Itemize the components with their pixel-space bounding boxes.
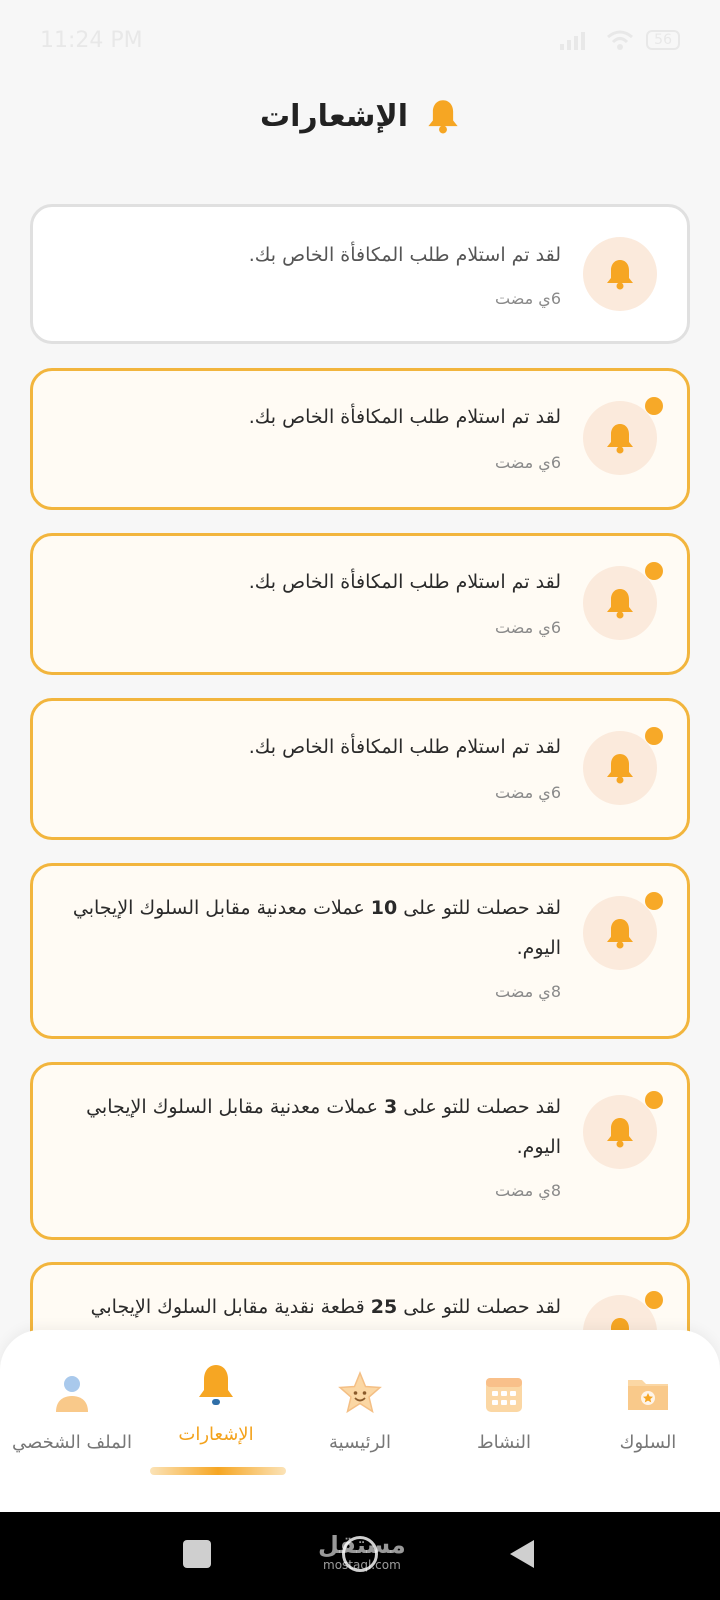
notification-icon [583, 401, 657, 475]
nav-label: الملف الشخصي [12, 1432, 132, 1453]
nav-label: النشاط [476, 1432, 532, 1453]
status-icons [560, 29, 680, 51]
status-bar [0, 0, 720, 80]
bell-icon [605, 1116, 635, 1148]
bottom-nav [0, 1330, 720, 1512]
notification-time: 6ي مضت [495, 783, 561, 802]
bell-icon [426, 98, 460, 134]
calendar-icon [480, 1370, 528, 1418]
unread-dot [645, 892, 663, 910]
coin-count: 25 [370, 1296, 398, 1318]
notification-text: لقد تم استلام طلب المكافأة الخاص بك. [248, 736, 561, 758]
notification-icon [583, 731, 657, 805]
nav-item-behavior[interactable] [576, 1370, 720, 1480]
notification-text-part: لقد حصلت للتو على [397, 897, 561, 919]
notification-card[interactable] [30, 533, 690, 675]
signal-icon [560, 30, 594, 50]
notification-time: 6ي مضت [495, 453, 561, 472]
bell-icon [192, 1362, 240, 1410]
coin-count: 3 [383, 1096, 398, 1118]
notification-icon [583, 566, 657, 640]
notification-text [57, 1287, 561, 1327]
page-title: الإشعارات [259, 98, 409, 134]
notification-card[interactable] [30, 1062, 690, 1240]
unread-dot [645, 397, 663, 415]
nav-item-profile[interactable] [0, 1370, 144, 1480]
notification-text-part: قطعة نقدية مقابل السلوك الإيجابي [90, 1296, 371, 1318]
profile-icon [48, 1370, 96, 1418]
notification-text-part: عملات معدنية مقابل السلوك الإيجابي اليوم. [72, 897, 561, 959]
notification-icon [583, 237, 657, 311]
notification-text [57, 1087, 561, 1167]
coin-count: 10 [370, 897, 398, 919]
watermark [318, 1532, 406, 1572]
notification-text-part: لقد حصلت للتو على [397, 1296, 561, 1318]
notification-time: 6ي مضت [495, 618, 561, 637]
notification-card[interactable] [30, 698, 690, 840]
unread-dot [645, 1291, 663, 1309]
nav-label: السلوك [619, 1432, 677, 1453]
nav-item-home[interactable] [288, 1370, 432, 1480]
notification-text: لقد تم استلام طلب المكافأة الخاص بك. [248, 571, 561, 593]
bell-icon [605, 752, 635, 784]
bell-icon [605, 258, 635, 290]
nav-label: الرئيسية [329, 1432, 391, 1453]
notification-time: 6ي مضت [495, 289, 561, 308]
active-tab-indicator [150, 1467, 286, 1475]
notification-text-part: لقد حصلت للتو على [397, 1096, 561, 1118]
notification-text: لقد تم استلام طلب المكافأة الخاص بك. [248, 406, 561, 428]
notification-card[interactable] [30, 368, 690, 510]
watermark-domain: mostaql.com [323, 1558, 401, 1572]
notification-text: لقد تم استلام طلب المكافأة الخاص بك. [248, 244, 561, 266]
notification-text [57, 888, 561, 968]
recents-button[interactable] [183, 1540, 211, 1568]
notification-icon [583, 896, 657, 970]
status-time: 11:24 PM [40, 27, 143, 53]
folder-star-icon [624, 1370, 672, 1418]
bell-icon [605, 422, 635, 454]
bell-icon [605, 917, 635, 949]
notification-text-part: عملات معدنية مقابل السلوك الإيجابي اليوم. [86, 1096, 561, 1158]
page-header [0, 92, 720, 140]
bell-icon [605, 587, 635, 619]
unread-dot [645, 727, 663, 745]
nav-item-notifications[interactable] [144, 1362, 288, 1472]
nav-item-activity[interactable] [432, 1370, 576, 1480]
back-button[interactable] [508, 1538, 536, 1570]
notification-icon [583, 1095, 657, 1169]
wifi-icon [606, 29, 634, 51]
notification-card[interactable] [30, 204, 690, 344]
unread-dot [645, 1091, 663, 1109]
notification-time: 8ي مضت [495, 982, 561, 1001]
notification-time: 8ي مضت [495, 1181, 561, 1200]
battery-icon: 56 [646, 30, 680, 50]
star-face-icon [336, 1370, 384, 1418]
watermark-name: مستقل [318, 1531, 406, 1559]
nav-label: الإشعارات [178, 1424, 254, 1445]
unread-dot [645, 562, 663, 580]
notification-card[interactable] [30, 863, 690, 1039]
